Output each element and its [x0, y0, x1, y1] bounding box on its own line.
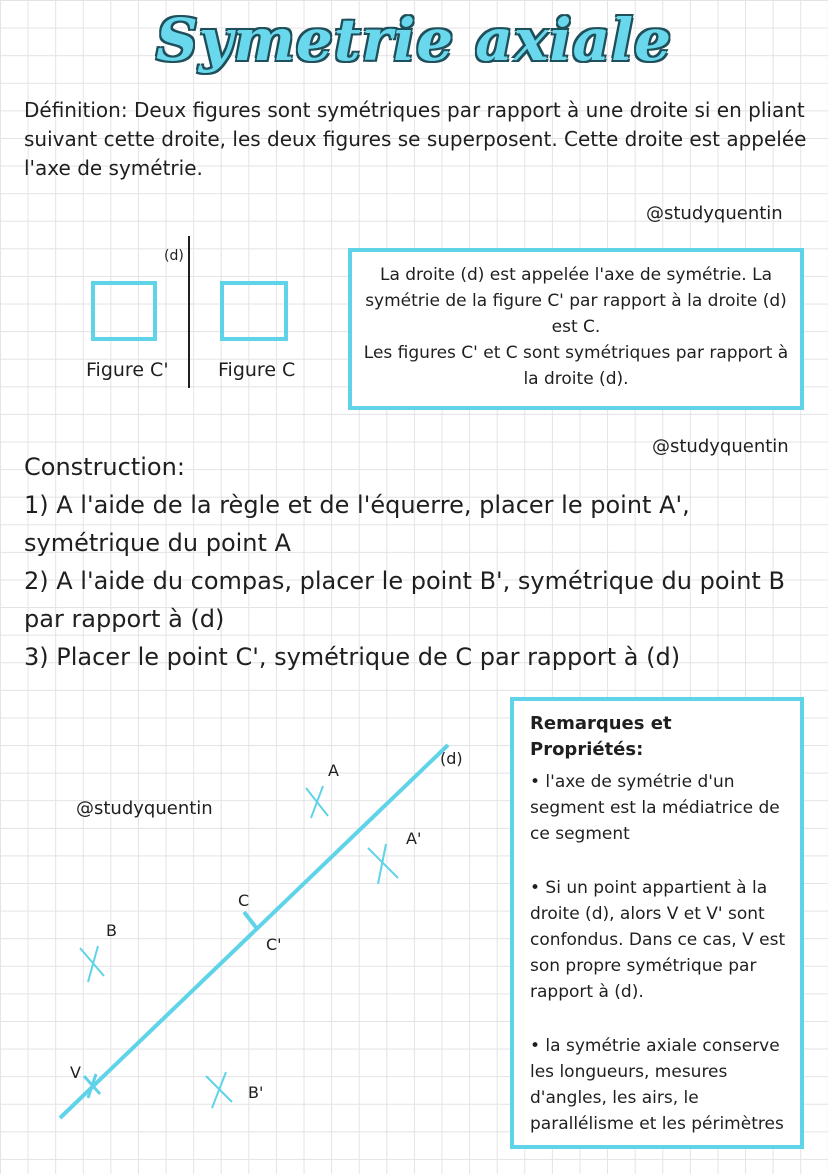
symmetry-figure	[60, 228, 320, 408]
point-c-mark	[244, 912, 258, 930]
point-a-label: A	[328, 761, 339, 780]
line-d-label: (d)	[440, 749, 463, 768]
remark-item: • Si un point appartient à la droite (d), alors V et V' sont confondus. Dans ce cas, V est son propre symétrique par rapport à (d).	[530, 878, 786, 1002]
watermark-handle: @studyquentin	[646, 203, 783, 224]
construction-heading: Construction:	[24, 453, 185, 481]
point-b-mark	[80, 946, 104, 982]
point-c-label: C	[238, 891, 250, 910]
axis-d-label: (d)	[164, 248, 184, 264]
note-line-2: Les figures C' et C sont symétriques par rapport à la droite (d).	[363, 343, 789, 389]
watermark-handle: @studyquentin	[652, 436, 789, 457]
page-title: Symetrie axiale	[155, 6, 673, 74]
point-c-prime-label: C'	[266, 935, 282, 954]
remark-item: • l'axe de symétrie d'un segment est la médiatrice de ce segment	[530, 772, 780, 844]
figure-c-label: Figure C	[218, 359, 296, 381]
point-a-prime-label: A'	[406, 829, 422, 848]
construction-step: 3) Placer le point C', symétrique de C par rapport à (d)	[24, 643, 681, 671]
point-b-prime-label: B'	[248, 1083, 264, 1102]
square-figure-c	[222, 283, 286, 339]
figure-c-prime-label: Figure C'	[86, 359, 169, 381]
point-b-prime-mark	[206, 1072, 232, 1108]
point-v-label: V	[70, 1063, 81, 1082]
construction-section	[24, 448, 810, 676]
point-b-label: B	[106, 921, 117, 940]
remark-item: • la symétrie axiale conserve les longueurs, mesures d'angles, les airs, le parallélisme et les périmètres	[530, 1036, 784, 1134]
watermark-handle: @studyquentin	[76, 798, 213, 819]
note-line-1: La droite (d) est appelée l'axe de symétrie. La symétrie de la figure C' par rapport à la droite (d) est C.	[365, 265, 787, 337]
remarks-box	[510, 697, 804, 1149]
construction-figure	[0, 720, 505, 1140]
remarks-heading: Remarques et Propriétés:	[530, 713, 672, 760]
construction-step: 2) A l'aide du compas, placer le point B', symétrique du point B par rapport à (d)	[24, 567, 785, 633]
definition-note-box	[348, 248, 804, 410]
point-a-prime-mark	[368, 844, 398, 884]
point-a-mark	[306, 786, 328, 818]
square-figure-c-prime	[93, 283, 155, 339]
construction-step: 1) A l'aide de la règle et de l'équerre, placer le point A', symétrique du point A	[24, 491, 690, 557]
definition-text: Définition: Deux figures sont symétriques par rapport à une droite si en pliant suivant cette droite, les deux figures se superposent. Cette droite est appelée l'axe de symétrie.	[24, 98, 807, 180]
